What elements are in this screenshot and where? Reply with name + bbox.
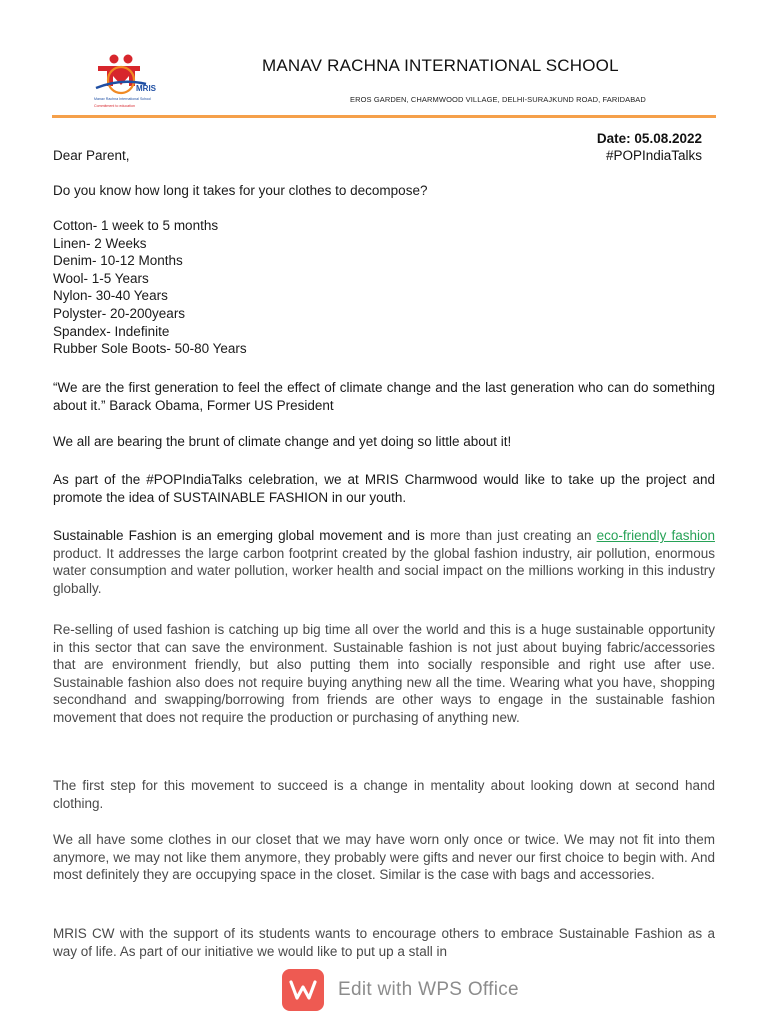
question-paragraph: Do you know how long it takes for your clothes to decompose?: [53, 183, 428, 198]
list-item: Wool- 1-5 Years: [53, 270, 149, 286]
school-address: EROS GARDEN, CHARMWOOD VILLAGE, DELHI-SURAJKUND ROAD, FARIDABAD: [350, 95, 646, 104]
wps-watermark-label: Edit with WPS Office: [338, 979, 519, 1000]
first-step-paragraph: The first step for this movement to succeed is a change in mentality about looking down at second hand clothing.: [53, 778, 715, 811]
salutation: Dear Parent,: [53, 148, 130, 163]
wps-logo-icon: [282, 969, 324, 1011]
svg-text:Manav Rachna International Sch: Manav Rachna International School: [94, 97, 151, 101]
decompose-list: [53, 217, 715, 358]
list-item: Rubber Sole Boots- 50-80 Years: [53, 341, 247, 357]
list-item: Spandex- Indefinite: [53, 323, 170, 339]
letter-hashtag: #POPIndiaTalks: [605, 148, 702, 163]
mris-cw-paragraph: MRIS CW with the support of its students wants to encourage others to embrace Sustainable Fashion as a way of life. As part of our initiative we would like to put up a stall in: [53, 926, 715, 959]
eco-friendly-fashion-link[interactable]: eco-friendly fashion: [596, 528, 715, 543]
school-name: MANAV RACHNA INTERNATIONAL SCHOOL: [262, 56, 619, 75]
header-divider: [52, 115, 716, 118]
closet-paragraph: We all have some clothes in our closet that we may have worn only once or twice. We may not fit into them anymore, we may not like them anymore, they probably were gifts and never our first choice to begin with. And most definitely they are occupying space in the closet. Similar is the case with bags and accessories.: [53, 832, 715, 883]
sustainable-text-dark: Sustainable Fashion is an emerging global movement and is: [53, 528, 430, 543]
list-item: Polyster- 20-200years: [53, 305, 186, 321]
reselling-paragraph: Re-selling of used fashion is catching up big time all over the world and this is a huge sustainable opportunity in this sector that can save the environment. Sustainable fashion is not just about buying fabric/accessories that are environment friendly, but also putting them into socially responsible and right use after use. Sustainable fashion also does not require buying anything new all the time. Wearing what you have, shopping secondhand and swapping/borrowing from friends are other ways to engage in the sustainable fashion movement that does not require the production or purchasing of anything new.: [53, 622, 715, 725]
brunt-paragraph: We all are bearing the brunt of climate change and yet doing so little about it!: [53, 434, 512, 449]
svg-text:Commitment to education: Commitment to education: [94, 104, 135, 108]
project-paragraph: As part of the #POPIndiaTalks celebration, we at MRIS Charmwood would like to take up the project and promote the idea of SUSTAINABLE FASHION in our youth.: [53, 472, 715, 505]
list-item: Cotton- 1 week to 5 months: [53, 218, 219, 233]
letter-date: Date: 05.08.2022: [596, 131, 702, 146]
school-logo: [88, 50, 160, 110]
sustainable-text-rest: product. It addresses the large carbon footprint created by the global fashion industry, air pollution, enormous water consumption and water pollution, worker health and social impact on the millions working in this industry globally.: [53, 545, 715, 596]
list-item: Nylon- 30-40 Years: [53, 288, 168, 304]
sustainable-fashion-paragraph: [53, 527, 715, 597]
list-item: Denim- 10-12 Months: [53, 253, 183, 269]
mris-logo-icon: [88, 50, 160, 110]
svg-text:MRIS: MRIS: [136, 84, 156, 93]
quote-paragraph: “We are the first generation to feel the effect of climate change and the last generation who can do something about it.” Barack Obama, Former US President: [53, 380, 715, 413]
list-item: Linen- 2 Weeks: [53, 235, 147, 251]
wps-watermark[interactable]: [282, 968, 519, 1012]
sustainable-text: more than just creating an: [429, 528, 597, 543]
